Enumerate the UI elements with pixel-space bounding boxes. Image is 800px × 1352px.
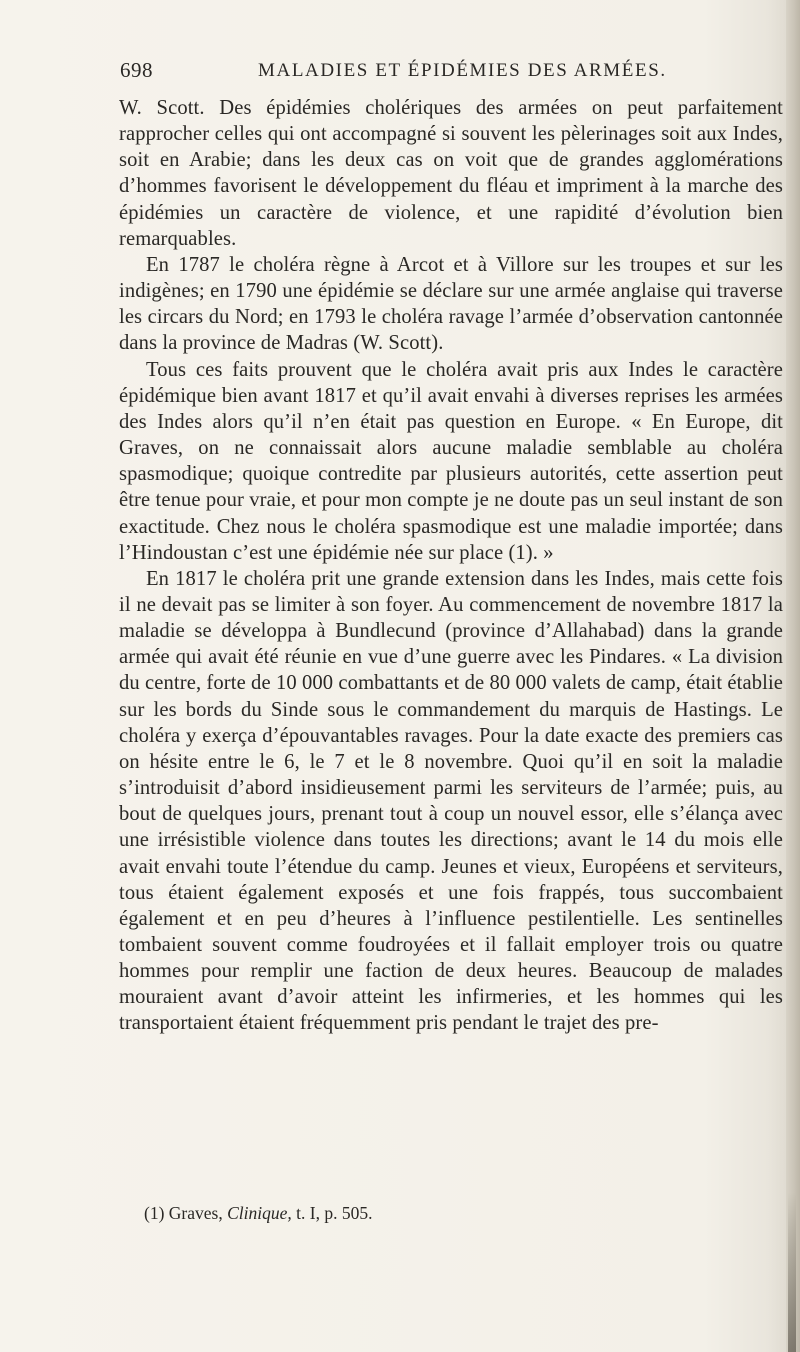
footnote bbox=[144, 1202, 764, 1224]
footnote-reference: t. I, p. 505. bbox=[296, 1203, 373, 1223]
footnote-work-title: Clinique, bbox=[227, 1203, 292, 1223]
paragraph-4: En 1817 le choléra prit une grande extension dans les Indes, mais cette fois il ne devait pas se limiter à son foyer. Au commencement de novembre 1817 la maladie se développa à Bundlecund (province d’Allahabad) dans la grande armée qui avait été réunie en vue d’une guerre avec les Pindares. « La division du centre, forte de 10 000 combattants et de 80 000 valets de camp, était établie sur les bords du Sinde sous le commandement du marquis de Hastings. Le choléra y exerça d’épouvantables ravages. Pour la date exacte des premiers cas on hésite entre le 6, le 7 et le 8 novembre. Quoi qu’il en soit la maladie s’introduisit d’abord insidieusement parmi les serviteurs de l’armée; puis, au bout de quelques jours, prenant tout à coup un nouvel essor, elle s’élança avec une irrésistible violence dans toutes les directions; avant le 14 du mois elle avait envahi toute l’étendue du camp. Jeunes et vieux, Européens et serviteurs, tous étaient également exposés et une fois frappés, tous succombaient également et en peu d’heures à l’influence pestilentielle. Les sentinelles tombaient souvent comme foudroyées et il fallait employer trois ou quatre hommes pour remplir une faction de deux heures. Beaucoup de malades mouraient avant d’avoir atteint les infirmeries, et les hommes qui les transportaient étaient fréquemment pris pendant le trajet des pre- bbox=[119, 567, 784, 1035]
footnote-author: Graves, bbox=[168, 1203, 223, 1223]
binding-shadow bbox=[788, 1192, 796, 1352]
paragraph-1: W. Scott. Des épidémies cholériques des armées on peut parfaitement rapprocher celles qui ont accompagné si souvent les pèlerinages soit aux Indes, soit en Arabie; dans les deux cas on voit que de grandes agglomérations d’hommes favorisent le développement du fléau et impriment à la marche des épidémies un caractère de violence, et une rapidité d’évolution bien remarquables. bbox=[119, 97, 783, 250]
paragraph-3: Tous ces faits prouvent que le choléra avait pris aux Indes le caractère épidémique bien avant 1817 et qu’il avait envahi à diverses reprises les armées des Indes alors qu’il n’en était pas question en Europe. « En Europe, dit Graves, on ne connaissait alors aucune maladie semblable au choléra spasmodique; quoique contredite par plusieurs autorités, cette assertion peut être tenue pour vraie, et pour mon compte je ne doute pas un seul instant de son exactitude. Chez nous le choléra spasmodique est une maladie importée; dans l’Hindoustan c’est une épidémie née sur place (1). » bbox=[119, 358, 783, 564]
body-text bbox=[119, 95, 783, 1037]
footnote-marker: (1) bbox=[144, 1203, 165, 1223]
page-number: 698 bbox=[120, 58, 153, 82]
running-title: MALADIES ET ÉPIDÉMIES DES ARMÉES. bbox=[258, 60, 667, 81]
page-header bbox=[120, 58, 738, 88]
paragraph-2: En 1787 le choléra règne à Arcot et à Villore sur les troupes et sur les indigènes; en 1790 une épidémie se déclare sur une armée anglaise qui traverse les circars du Nord; en 1793 le choléra ravage l’armée d’observation cantonnée dans la province de Madras (W. Scott). bbox=[119, 253, 783, 355]
page-edge-shadow bbox=[786, 0, 800, 1352]
